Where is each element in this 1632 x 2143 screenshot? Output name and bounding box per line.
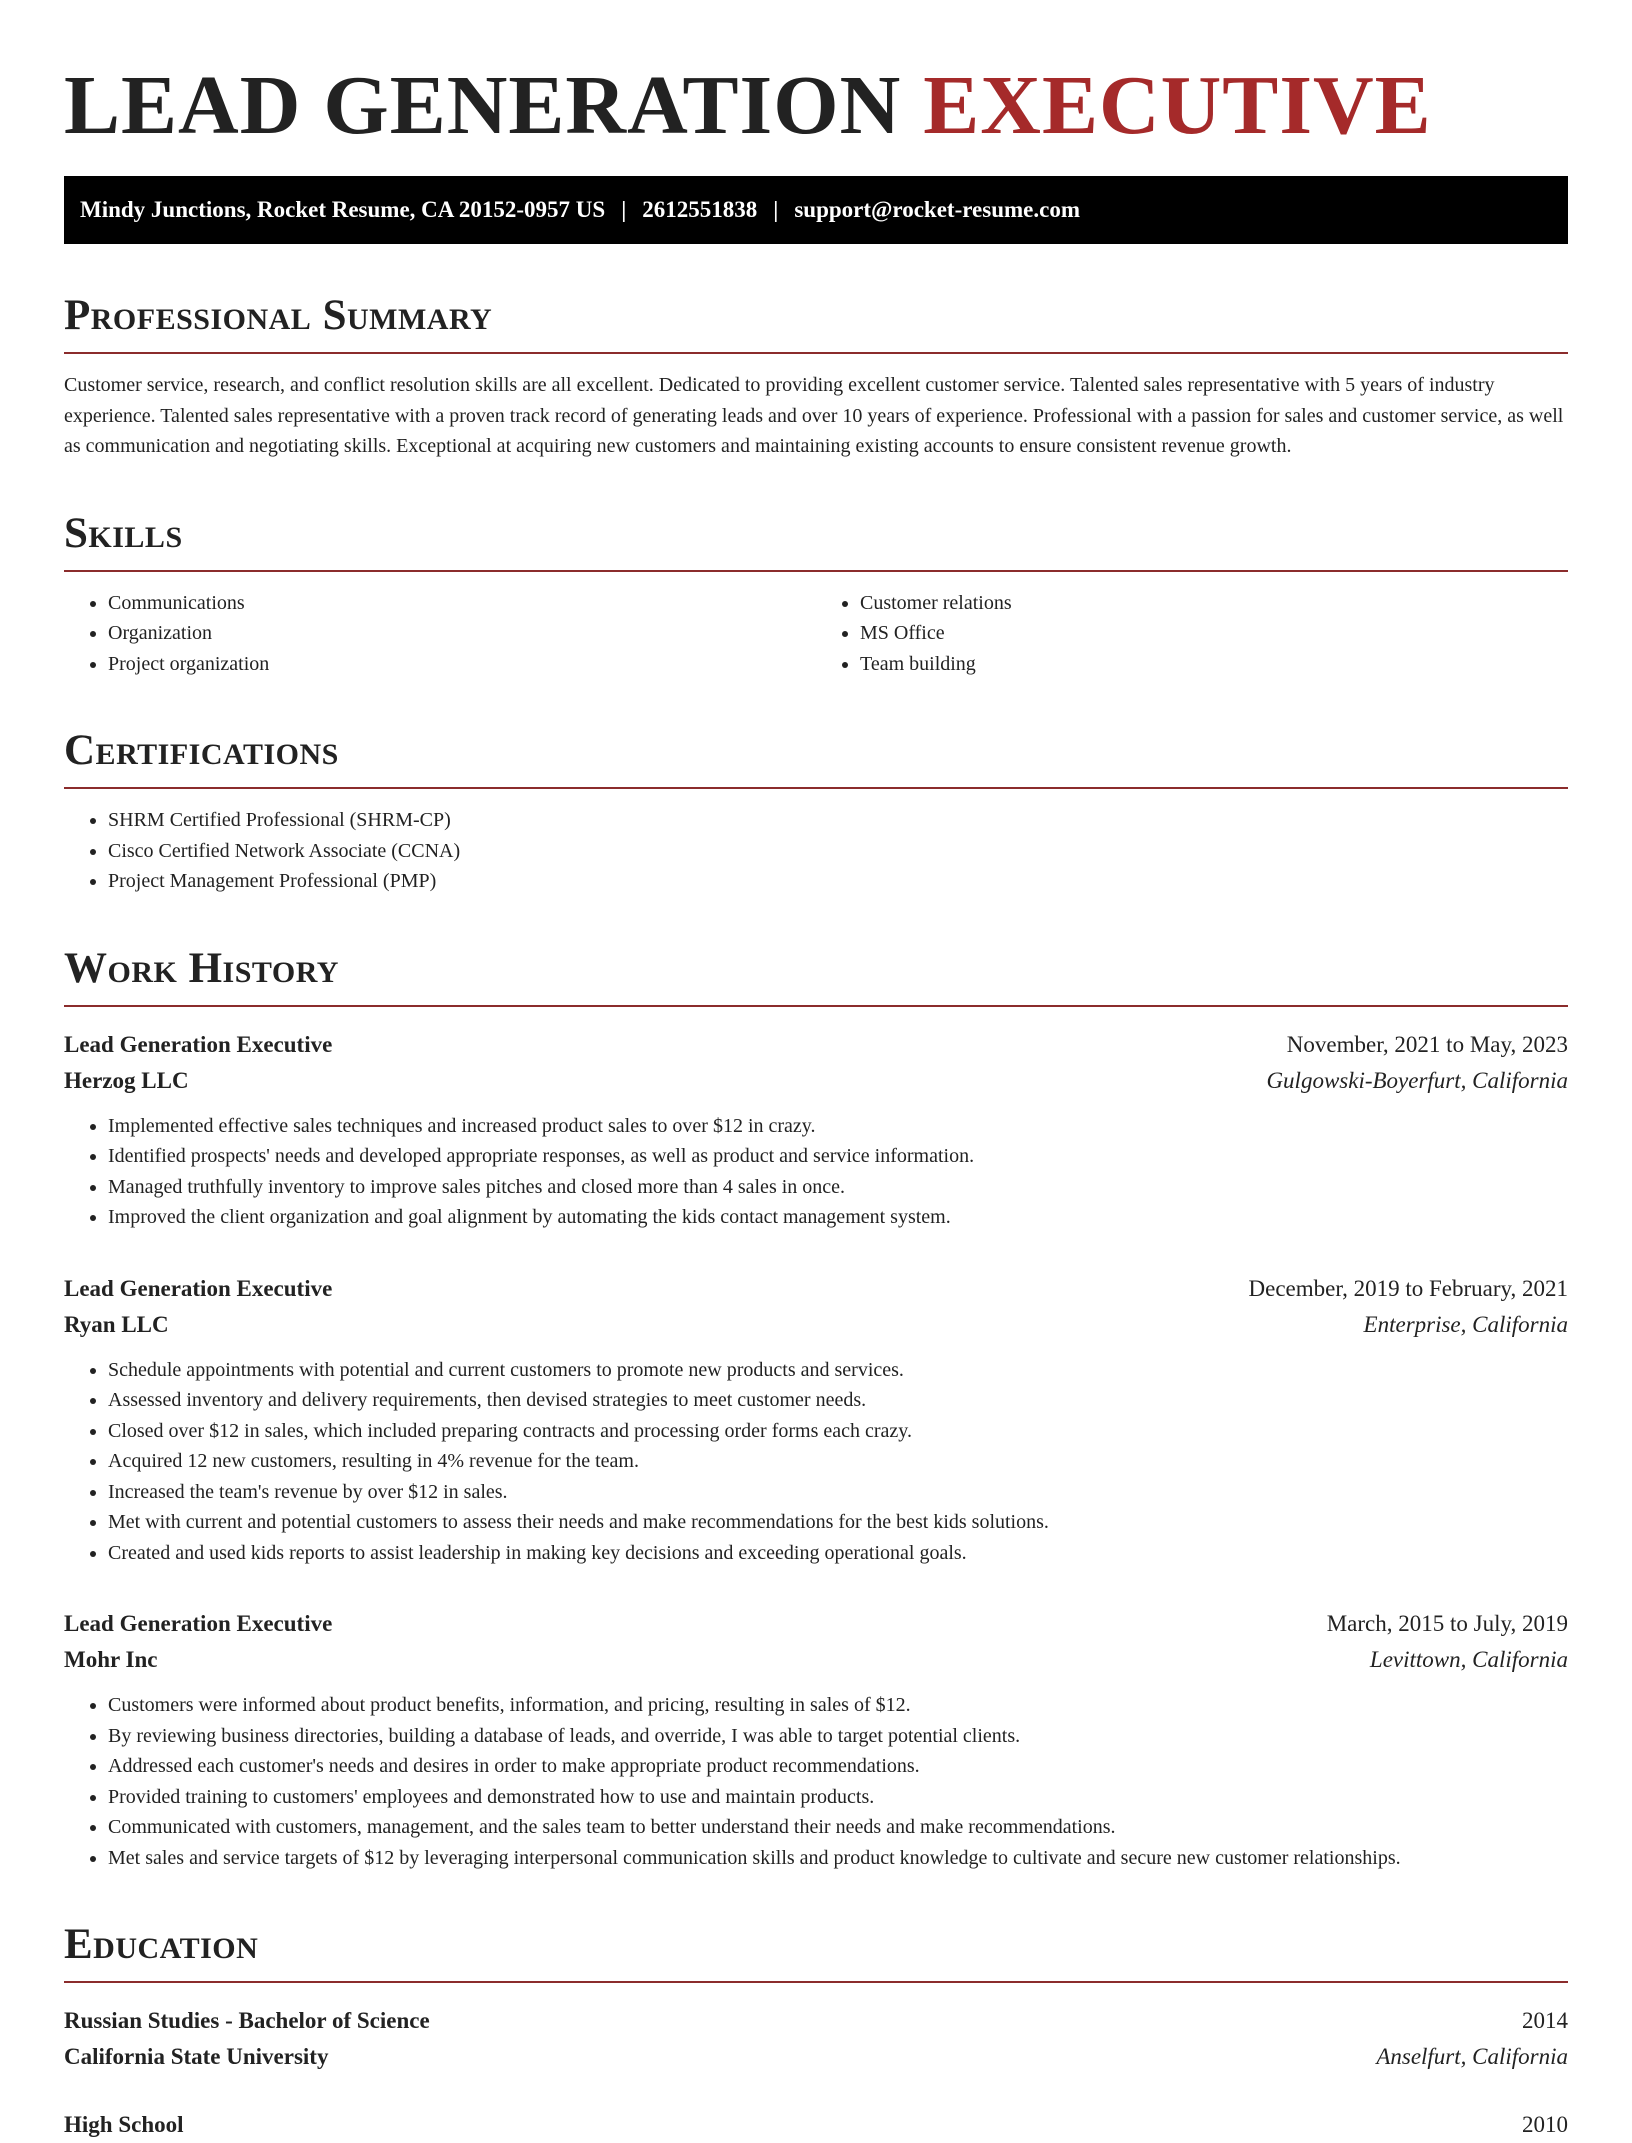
education-entry xyxy=(64,2003,1568,2075)
job-entry xyxy=(64,1271,1568,1569)
job-bullet: • By reviewing business directories, building a database of leads, and override, I was able to target potential clients. xyxy=(108,1721,1568,1752)
job-company: Ryan LLC xyxy=(64,1311,169,1337)
skills-list-right xyxy=(816,588,1568,680)
job-company: Mohr Inc xyxy=(64,1647,158,1672)
job-company-row xyxy=(64,1642,1568,1678)
education-location: Anselfurt, California xyxy=(1376,2044,1568,2069)
title-accent: EXECUTIVE xyxy=(923,59,1432,152)
certifications-section xyxy=(64,725,1568,897)
job-location: Gulgowski-Boyerfurt, California xyxy=(1266,1067,1568,1093)
skills-section xyxy=(64,508,1568,680)
skills-heading: Skills xyxy=(64,509,183,557)
job-bullet: • Met with current and potential customers to assess their needs and make recommendations for the best kids solutions. xyxy=(108,1507,1568,1538)
education-degree: High School xyxy=(64,2112,184,2137)
job-bullet: • Identified prospects' needs and developed appropriate responses, as well as product and service information. xyxy=(108,1141,1568,1172)
job-company-row xyxy=(64,1063,1568,1099)
certification-item: • SHRM Certified Professional (SHRM-CP) xyxy=(108,805,1568,836)
contact-separator: | xyxy=(621,197,627,222)
education-degree: Russian Studies - Bachelor of Science xyxy=(64,2008,430,2033)
contact-phone: 2612551838 xyxy=(642,197,758,222)
work-history-section xyxy=(64,943,1568,1874)
job-bullet: • Closed over $12 in sales, which included preparing contracts and processing order forms each crazy. xyxy=(108,1416,1568,1447)
title-main: LEAD GENERATION xyxy=(64,59,902,152)
education-year: 2010 xyxy=(1522,2112,1568,2137)
job-bullet: • Schedule appointments with potential and current customers to promote new products and services. xyxy=(108,1355,1568,1386)
contact-email: support@rocket-resume.com xyxy=(794,197,1080,222)
job-bullet: • Assessed inventory and delivery requirements, then devised strategies to meet customer needs. xyxy=(108,1385,1568,1416)
certification-item: • Cisco Certified Network Associate (CCNA) xyxy=(108,836,1568,867)
job-bullet: • Communicated with customers, management, and the sales team to better understand their needs and make recommendations. xyxy=(108,1812,1568,1843)
skill-item: • Communications xyxy=(108,588,816,619)
job-title: Lead Generation Executive xyxy=(64,1275,333,1301)
job-title: Lead Generation Executive xyxy=(64,1611,333,1636)
education-header-row xyxy=(64,2003,1568,2039)
job-bullet: • Addressed each customer's needs and desires in order to make appropriate product recommendations. xyxy=(108,1751,1568,1782)
contact-separator: | xyxy=(773,197,779,222)
summary-heading: Professional Summary xyxy=(64,292,493,339)
section-divider xyxy=(64,352,1568,354)
job-company-row xyxy=(64,1307,1568,1343)
job-bullet: • Met sales and service targets of $12 by leveraging interpersonal communication skills and product knowledge to cultivate and secure new customer relationships. xyxy=(108,1843,1568,1874)
job-bullets xyxy=(64,1355,1568,1569)
job-bullet: • Acquired 12 new customers, resulting in 4% revenue for the team. xyxy=(108,1446,1568,1477)
education-entry xyxy=(64,2107,1568,2143)
skills-grid xyxy=(64,572,1568,680)
job-bullet: • Customers were informed about product benefits, information, and pricing, resulting in sales of $12. xyxy=(108,1690,1568,1721)
job-header-row xyxy=(64,1027,1568,1063)
job-entry xyxy=(64,1606,1568,1873)
summary-section xyxy=(64,290,1568,462)
resume-title xyxy=(64,0,1568,156)
skill-item: • MS Office xyxy=(860,618,1568,649)
job-bullets xyxy=(64,1111,1568,1233)
skill-item: • Team building xyxy=(860,649,1568,680)
education-school: California State University xyxy=(64,2044,329,2069)
work-history-heading: Work History xyxy=(64,944,339,992)
job-header-row xyxy=(64,1606,1568,1642)
job-title: Lead Generation Executive xyxy=(64,1031,333,1057)
contact-bar xyxy=(64,176,1568,244)
job-bullet: • Improved the client organization and goal alignment by automating the kids contact management system. xyxy=(108,1202,1568,1233)
job-header-row xyxy=(64,1271,1568,1307)
education-year: 2014 xyxy=(1522,2008,1568,2033)
education-heading: Education xyxy=(64,1921,259,1968)
skill-item: • Project organization xyxy=(108,649,816,680)
job-company: Herzog LLC xyxy=(64,1067,189,1093)
job-bullets xyxy=(64,1690,1568,1873)
education-school-row xyxy=(64,2039,1568,2075)
skill-item: • Customer relations xyxy=(860,588,1568,619)
job-bullet: • Managed truthfully inventory to improve sales pitches and closed more than 4 sales in once. xyxy=(108,1172,1568,1203)
skills-list-left xyxy=(64,588,816,680)
contact-address: Mindy Junctions, Rocket Resume, CA 20152-0957 US xyxy=(80,197,606,222)
job-dates: November, 2021 to May, 2023 xyxy=(1286,1031,1568,1057)
section-divider xyxy=(64,1005,1568,1007)
job-location: Levittown, California xyxy=(1369,1647,1568,1672)
job-location: Enterprise, California xyxy=(1363,1311,1568,1337)
section-divider xyxy=(64,787,1568,789)
job-bullet: • Increased the team's revenue by over $12 in sales. xyxy=(108,1477,1568,1508)
job-dates: March, 2015 to July, 2019 xyxy=(1326,1611,1568,1636)
job-bullet: • Created and used kids reports to assist leadership in making key decisions and exceeding operational goals. xyxy=(108,1538,1568,1569)
summary-text: Customer service, research, and conflict resolution skills are all excellent. Dedicated to providing excellent customer service. Talented sales representative with 5 years of industry experience. Talented sales representative with a proven track record of generating leads and over 10 years of experience. Professional with a passion for sales and customer service, as well as communication and negotiating skills. Exceptional at acquiring new customers and maintaining existing accounts to ensure consistent revenue growth. xyxy=(64,374,1564,457)
certifications-list xyxy=(64,805,1568,897)
education-header-row xyxy=(64,2107,1568,2143)
skill-item: • Organization xyxy=(108,618,816,649)
education-section xyxy=(64,1919,1568,2143)
job-entry xyxy=(64,1027,1568,1233)
job-dates: December, 2019 to February, 2021 xyxy=(1248,1275,1568,1301)
certifications-heading: Certifications xyxy=(64,727,339,774)
job-bullet: • Provided training to customers' employees and demonstrated how to use and maintain products. xyxy=(108,1782,1568,1813)
job-bullet: • Implemented effective sales techniques and increased product sales to over $12 in crazy. xyxy=(108,1111,1568,1142)
certification-item: • Project Management Professional (PMP) xyxy=(108,866,1568,897)
section-divider xyxy=(64,1981,1568,1983)
